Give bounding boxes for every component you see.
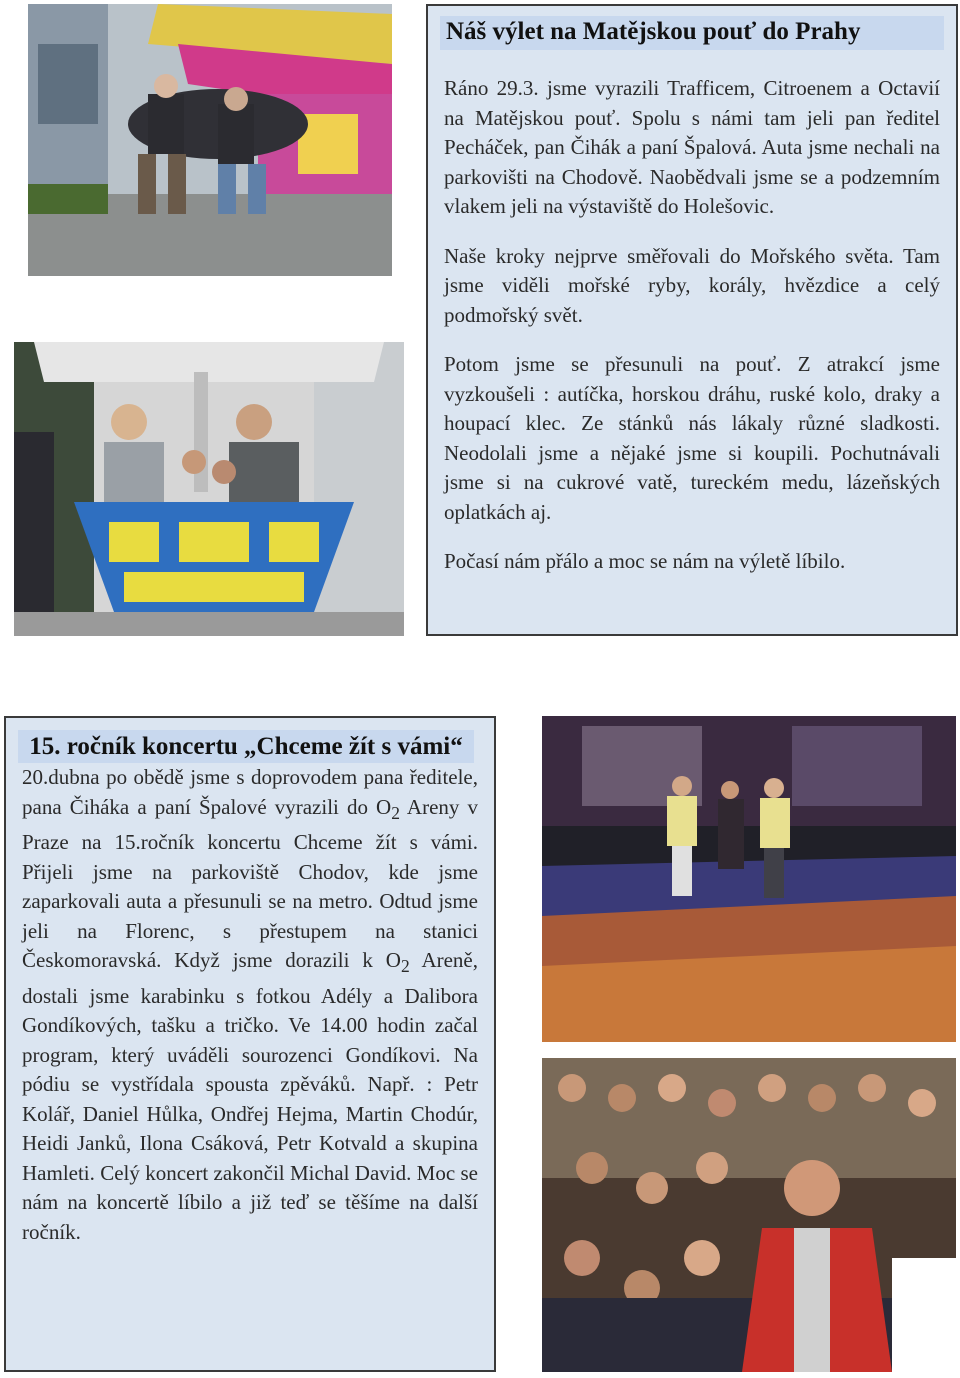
concert-text-part-1: 20.dubna po obědě jsme s doprovodem pana ředitele, pana Čiháka a paní Špalové vyrazili do O <box>22 765 478 819</box>
photo-concert-audience <box>542 1058 956 1372</box>
trip-article-title: Náš výlet na Matějskou pouť do Prahy <box>440 16 944 50</box>
concert-article-body <box>22 763 478 1247</box>
photo-ferris-wheel <box>14 342 404 636</box>
trip-paragraph-4: Počasí nám přálo a moc se nám na výletě líbilo. <box>444 549 846 573</box>
concert-text-part-3: Areně, dostali jsme karabinku s fotkou Adély a Dalibora Gondíkových, tašku a tričko. Ve 14.00 hodin začal program, který uváděli sourozenci Gondíkovi. Na pódiu se vystřídala spousta zpěváků. Např. : Petr Kolář, Daniel Hůlka, Ondřej Hejma, Martin Chodúr, Heidi Janků, Ilona Csáková, Petr Kotvald a skupina Hamleti. Celý koncert zakončil Michal David. Moc se nám na koncertě líbilo a již teď se těšíme na další ročník. <box>22 948 478 1244</box>
trip-article-box <box>426 4 958 636</box>
o2-subscript-2: 2 <box>400 956 410 977</box>
trip-paragraph-1: Ráno 29.3. jsme vyrazili Trafficem, Citroenem a Octavií na Matějskou pouť. Spolu s námi tam jeli pan ředitel Pecháček, pan Čihák a paní Špalová. Auta jsme nechali na parkovišti na Chodově. Naobědvali jsme se a podzemním vlakem jeli na výstaviště do Holešovic. <box>444 76 940 218</box>
concert-article-title: 15. ročník koncertu „Chceme žít s vámi“ <box>18 730 474 763</box>
trip-paragraph-2: Naše kroky nejprve směřovali do Mořského světa. Tam jsme viděli mořské ryby, korály, hvězdice a celý podmořský svět. <box>444 243 940 327</box>
o2-subscript-1: 2 <box>391 802 400 823</box>
trip-article-body <box>444 74 940 577</box>
concert-text-part-2: Areny v Praze na 15.ročník koncertu Chceme žít s vámi. Přijeli jsme na parkoviště Chodov, kde jsme zaparkovali auta a přesunuli se na metro. Odtud jsme jeli na Florenc, s přestupem na stanici Českomoravská. Když jsme dorazili k O <box>22 794 478 973</box>
photo-concert-stage <box>542 716 956 1042</box>
trip-paragraph-3: Potom jsme se přesunuli na pouť. Z atrakcí jsme vyzkoušeli : autíčka, horskou dráhu, ruské kolo, draky a houpací klec. Ze stánků nás lákaly různé sladkosti. Neodolali jsme a nějaké jsme si koupili. Pochutnávali jsme si na cukrové vatě, tureckém medu, lázeňských oplatkách aj. <box>444 352 940 524</box>
photo-swing-ride <box>28 4 392 276</box>
concert-article-box <box>4 716 496 1372</box>
